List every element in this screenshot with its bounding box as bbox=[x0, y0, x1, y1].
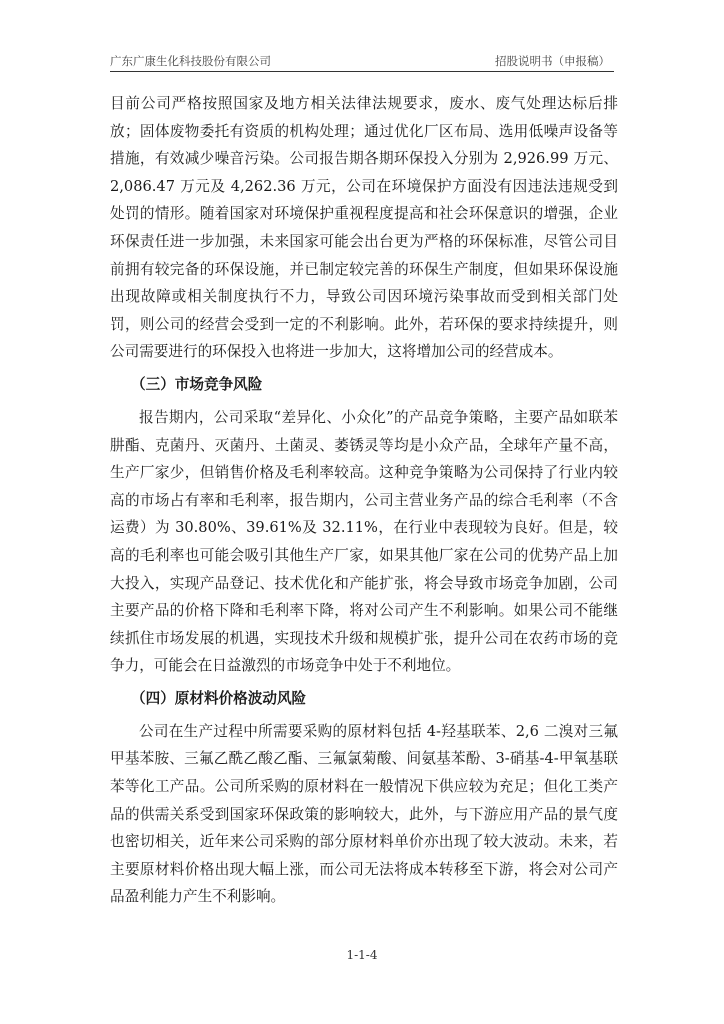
paragraph-market-competition: 报告期内，公司采取“差异化、小众化”的产品竞争策略，主要产品如联苯肼酯、克菌丹、灭菌丹、土菌灵、萎锈灵等均是小众产品，全球年产量不高，生产厂家少，但销售价格及毛利率较高。这种竞争策略为公司保持了行业内较高的市场占有率和毛利率，报告期内，公司主营业务产品的综合毛利率（不含运费）为 30.80%、39.61%及 32.11%，在行业中表现较为良好。但是，较高的毛利率也可能会吸引其他生产厂家，如果其他厂家在公司的优势产品上加大投入，实现产品登记、技术优化和产能扩张，将会导致市场竞争加剧，公司主要产品的价格下降和毛利率下降，将对公司产生不利影响。如果公司不能继续抓住市场发展的机遇，实现技术升级和规模扩张，提升公司在农药市场的竞争力，可能会在日益激烈的市场竞争中处于不利地位。 bbox=[110, 408, 618, 675]
page-header bbox=[110, 51, 614, 72]
section-heading-raw-material: （四）原材料价格波动风险 bbox=[131, 689, 307, 707]
body-text bbox=[110, 90, 618, 911]
header-company-name: 广东广康生化科技股份有限公司 bbox=[110, 54, 271, 68]
section-heading-market-competition: （三）市场竞争风险 bbox=[131, 375, 263, 393]
paragraph-raw-material: 公司在生产过程中所需要采购的原材料包括 4-羟基联苯、2,6 二溴对三氟甲基苯胺、三氟乙酰乙酸乙酯、三氟氯菊酸、间氨基苯酚、3-硝基-4-甲氧基联苯等化工产品。公司所采购的原材料在一般情况下供应较为充足；但化工类产品的供需关系受到国家环保政策的影响较大，此外，与下游应用产品的景气度也密切相关，近年来公司采购的部分原材料单价亦出现了较大波动。未来，若主要原材料价格出现大幅上涨，而公司无法将成本转移至下游，将会对公司产品盈利能力产生不利影响。 bbox=[110, 722, 618, 906]
page-number: 1-1-4 bbox=[346, 948, 378, 962]
paragraph-environmental-risk: 目前公司严格按照国家及地方相关法律法规要求，废水、废气处理达标后排放；固体废物委托有资质的机构处理；通过优化厂区布局、选用低噪声设备等措施，有效减少噪音污染。公司报告期各期环保投入分别为 2,926.99 万元、2,086.47 万元及 4,262.36 万元，公司在环境保护方面没有因违法违规受到处罚的情形。随着国家对环境保护重视程度提高和社会环保意识的增强，企业环保责任进一步加强，未来国家可能会出台更为严格的环保标准，尽管公司目前拥有较完备的环保设施，并已制定较完善的环保生产制度，但如果环保设施出现故障或相关制度执行不力，导致公司因环境污染事故而受到相关部门处罚，则公司的经营会受到一定的不利影响。此外，若环保的要求持续提升，则公司需要进行的环保投入也将进一步加大，这将增加公司的经营成本。 bbox=[110, 95, 618, 361]
header-document-title: 招股说明书（申报稿） bbox=[495, 54, 610, 68]
